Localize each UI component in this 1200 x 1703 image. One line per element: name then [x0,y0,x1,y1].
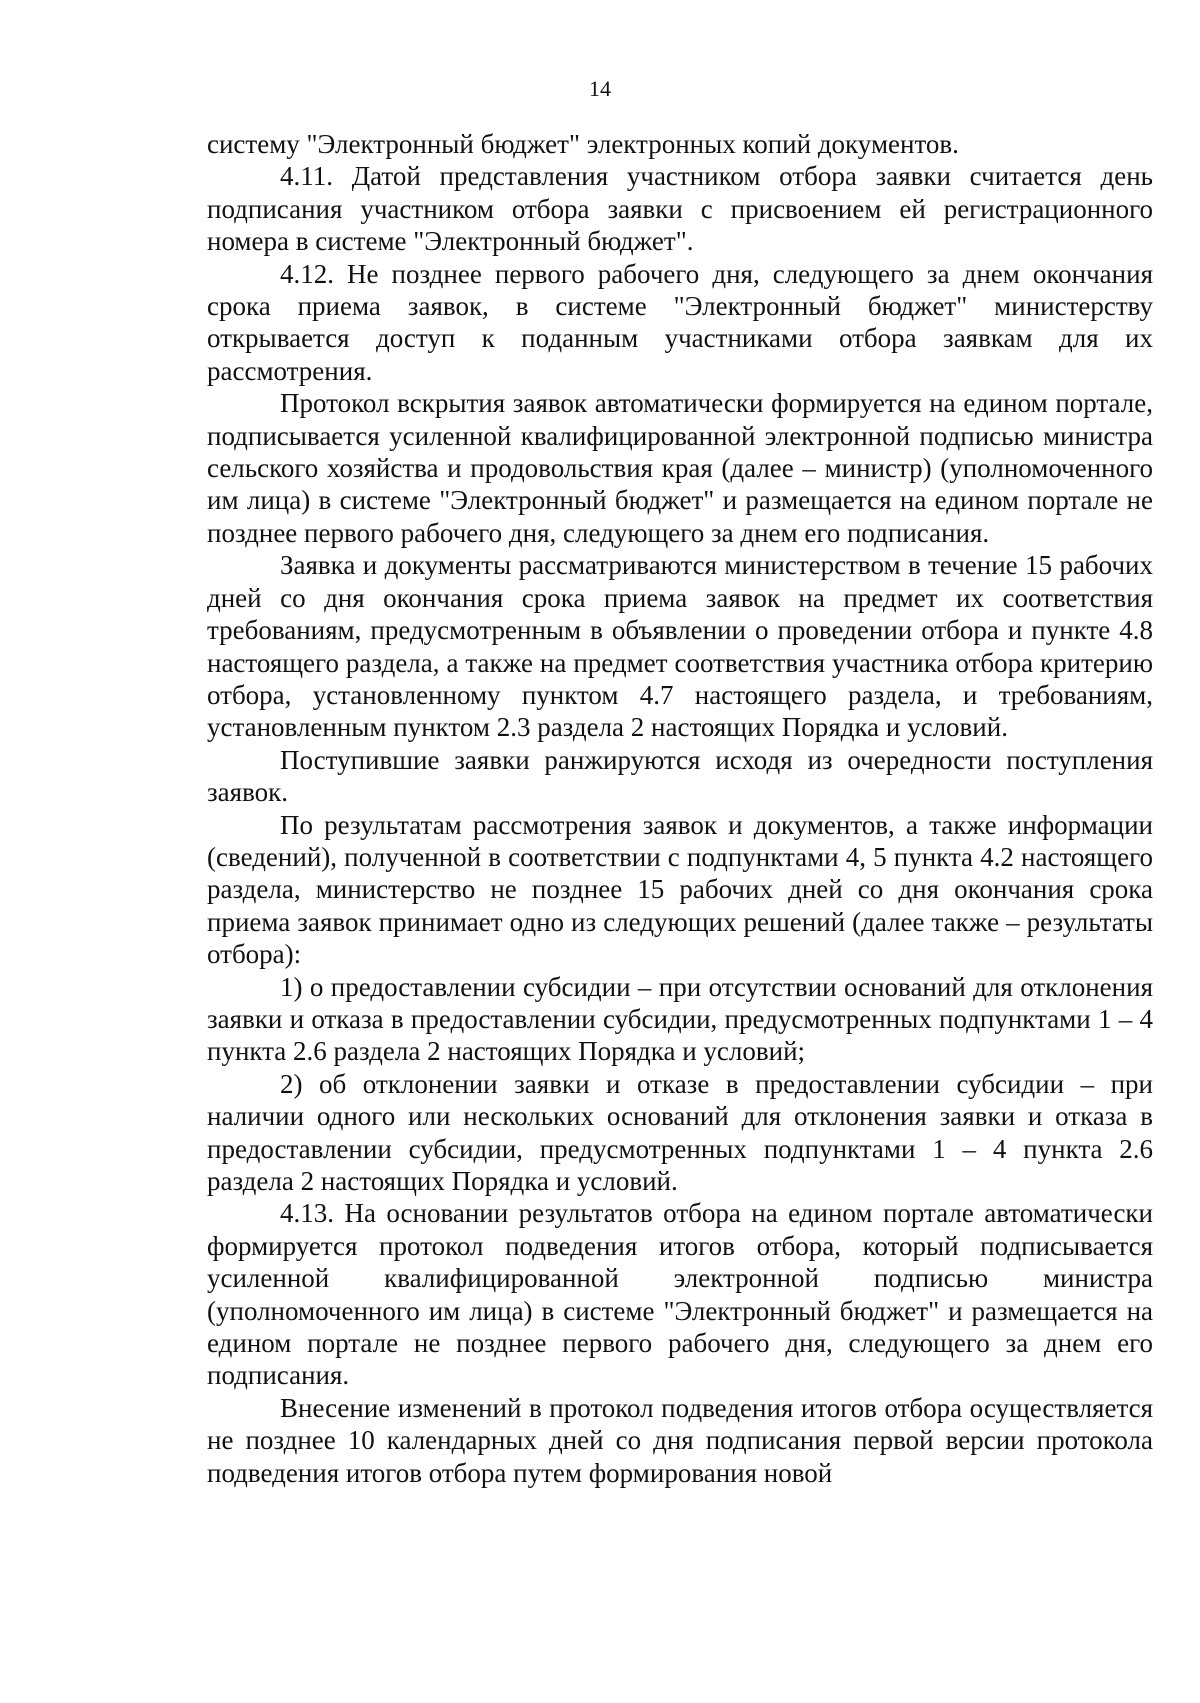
paragraph: Протокол вскрытия заявок автоматически формируется на едином портале, подписывается усиленной квалифицированной электронной подписью министра сельского хозяйства и продовольствия края (далее – министр) (уполномоченного им лица) в системе "Электронный бюджет" и размещается на едином портале не позднее первого рабочего дня, следующего за днем его подписания. [207,388,1153,548]
paragraph: 4.13. На основании результатов отбора на едином портале автоматически формируется протокол подведения итогов отбора, который подписывается усиленной квалифицированной электронной подписью министра (уполномоченного им лица) в системе "Электронный бюджет" и размещается на едином портале не позднее первого рабочего дня, следующего за днем его подписания. [207,1198,1153,1391]
paragraph: Поступившие заявки ранжируются исходя из очередности поступления заявок. [207,744,1153,808]
paragraph: 4.12. Не позднее первого рабочего дня, следующего за днем окончания срока приема заявок, в системе "Электронный бюджет" министерству открывается доступ к поданным участниками отбора заявкам для их рассмотрения. [207,258,1153,386]
paragraph: 4.11. Датой представления участником отбора заявки считается день подписания участником отбора заявки с присвоением ей регистрационного номера в системе "Электронный бюджет". [207,161,1153,257]
paragraph: систему "Электронный бюджет" электронных копий документов. [207,129,959,159]
paragraph: 1) о предоставлении субсидии – при отсутствии оснований для отклонения заявки и отказа в предоставлении субсидии, предусмотренных подпунктами 1 – 4 пункта 2.6 раздела 2 настоящих Порядка и условий; [207,971,1153,1067]
document-body [207,128,1153,1489]
paragraph: Заявка и документы рассматриваются министерством в течение 15 рабочих дней со дня окончания срока приема заявок на предмет их соответствия требованиям, предусмотренным в объявлении о проведении отбора и пункте 4.8 настоящего раздела, а также на предмет соответствия участника отбора критерию отбора, установленному пунктом 4.7 настоящего раздела, и требованиям, установленным пунктом 2.3 раздела 2 настоящих Порядка и условий. [207,550,1153,743]
paragraph: Внесение изменений в протокол подведения итогов отбора осуществляется не позднее 10 календарных дней со дня подписания первой версии протокола подведения итогов отбора путем формирования новой [207,1392,1153,1488]
paragraph: По результатам рассмотрения заявок и документов, а также информации (сведений), полученной в соответствии с подпунктами 4, 5 пункта 4.2 настоящего раздела, министерство не позднее 15 рабочих дней со дня окончания срока приема заявок принимает одно из следующих решений (далее также – результаты отбора): [207,809,1153,970]
page-number: 14 [589,76,611,101]
paragraph: 2) об отклонении заявки и отказе в предоставлении субсидии – при наличии одного или нескольких оснований для отклонения заявки и отказа в предоставлении субсидии, предусмотренных подпунктами 1 – 4 пункта 2.6 раздела 2 настоящих Порядка и условий. [207,1068,1153,1196]
